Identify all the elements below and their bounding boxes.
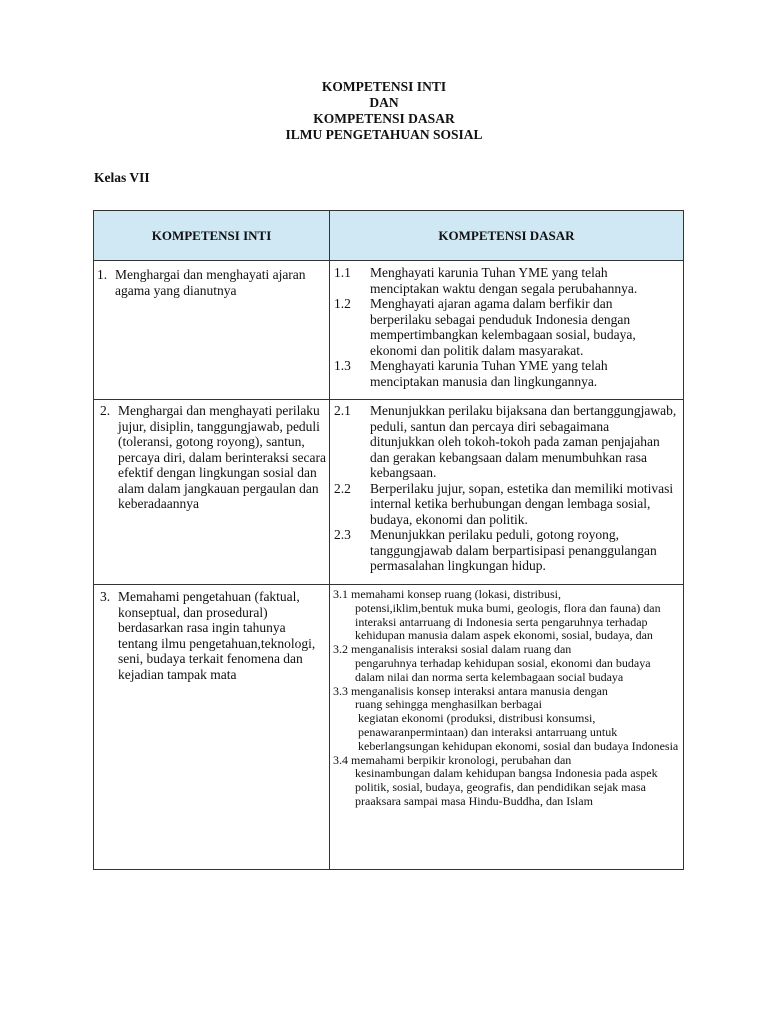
kd-number: 2.3 <box>334 527 351 542</box>
header-kompetensi-dasar: KOMPETENSI DASAR <box>330 211 684 261</box>
title-line-4: ILMU PENGETAHUAN SOSIAL <box>285 127 483 142</box>
ki-number: 2. <box>100 403 111 418</box>
kd-text: potensi,iklim,bentuk muka bumi, geologis, flora dan fauna) dan interaksi antarruang di Indonesia serta pengaruhnya terhadap kehidupan manusia dalam aspek ekonomi, sosial, budaya, dan <box>355 600 661 643</box>
kd-text: kesinambungan dalam kehidupan bangsa Indonesia pada aspek politik, sosial, budaya, geografis, dan pendidikan sejak masa praaksara sampai masa Hindu-Buddha, dan Islam <box>355 766 658 808</box>
table-row <box>94 400 684 585</box>
kd-heading: 3.4 memahami berpikir kronologi, perubahan dan <box>333 752 572 767</box>
table-row <box>94 261 684 400</box>
title-line-2: DAN <box>369 95 399 110</box>
kd-number: 2.1 <box>334 403 351 418</box>
ki-cell <box>94 400 330 585</box>
title-line-3: KOMPETENSI DASAR <box>313 111 455 126</box>
kd-text: Menunjukkan perilaku bijaksana dan bertanggungjawab, peduli, santun dan percaya diri sebagaimana ditunjukkan oleh tokoh-tokoh pada zaman penjajahan dan gerakan kebangsaan dalam menumbuhkan rasa kebangsaan. <box>370 403 677 480</box>
ki-text: Memahami pengetahuan (faktual, konseptual, dan prosedural) berdasarkan rasa ingin tahunya tentang ilmu pengetahuan,teknologi, seni, budaya terkait fenomena dan kejadian tampak mata <box>118 589 316 682</box>
ki-item <box>94 585 329 682</box>
kd-text: ruang sehingga menghasilkan berbagai <box>355 697 542 712</box>
ki-cell <box>94 261 330 400</box>
header-kompetensi-inti: KOMPETENSI INTI <box>94 211 330 261</box>
kd-item <box>330 296 683 358</box>
kd-item <box>330 481 683 528</box>
kd-number: 2.2 <box>334 480 351 496</box>
kd-text: Menghayati karunia Tuhan YME yang telah menciptakan waktu dengan segala perubahannya. <box>370 265 638 296</box>
kd-item <box>330 403 683 481</box>
kd-text: Menghayati ajaran agama dalam berfikir dan berperilaku sebagai penduduk Indonesia dengan mempertimbangkan kelembagaan sosial, budaya, ekonomi dan politik dalam masyarakat. <box>370 296 636 358</box>
kd-item <box>330 358 683 389</box>
kd-cell <box>330 585 684 870</box>
ki-text: Menghargai dan menghayati ajaran agama yang dianutnya <box>115 267 306 298</box>
class-label: Kelas VII <box>94 170 150 185</box>
kd-cell <box>330 261 684 400</box>
kd-heading: 3.3 menganalisis konsep interaksi antara manusia dengan <box>333 683 608 698</box>
ki-number: 3. <box>100 589 111 604</box>
kd-number: 1.3 <box>334 358 351 373</box>
kd-text: Berperilaku jujur, sopan, estetika dan memiliki motivasi internal ketika berhubungan dengan lembaga sosial, budaya, ekonomi dan politik. <box>370 480 674 527</box>
document-title <box>0 79 768 143</box>
kd-text: pengaruhnya terhadap kehidupan sosial, ekonomi dan budaya dalam nilai dan norma serta kelembagaan social budaya <box>355 655 651 684</box>
kd-text: Menunjukkan perilaku peduli, gotong royong, tanggungjawab dalam berpartisipasi penanggulangan permasalahan lingkungan hidup. <box>370 527 657 573</box>
ki-cell <box>94 585 330 870</box>
ki-item <box>94 400 329 512</box>
kd-heading: 3.2 menganalisis interaksi sosial dalam ruang dan <box>333 642 572 657</box>
kd-number: 1.2 <box>334 296 351 311</box>
kd-number: 1.1 <box>334 265 351 280</box>
kd-cell <box>330 400 684 585</box>
ki-number: 1. <box>97 267 108 282</box>
kd-text: Menghayati karunia Tuhan YME yang telah menciptakan manusia dan lingkungannya. <box>370 358 608 389</box>
kd-item <box>330 643 683 684</box>
table-row <box>94 585 684 870</box>
kd-item <box>330 527 683 574</box>
kd-heading: 3.1 memahami konsep ruang (lokasi, distribusi, <box>333 587 561 601</box>
competency-table <box>93 210 684 870</box>
kd-item <box>330 754 683 809</box>
kd-item <box>330 588 683 643</box>
ki-text: Menghargai dan menghayati perilaku jujur, disiplin, tanggungjawab, peduli (toleransi, gotong royong), santun, percaya diri, dalam berinteraksi secara efektif dengan lingkungan sosial dan alam dalam jangkauan pergaulan dan keberadaannya <box>118 403 327 511</box>
kd-text-continued: kegiatan ekonomi (produksi, distribusi konsumsi, penawaranpermintaan) dan interaksi antarruang untuk keberlangsungan kehidupan ekonomi, sosial dan budaya Indonesia <box>358 711 679 753</box>
table-header-row <box>94 211 684 261</box>
ki-item <box>94 261 329 298</box>
kd-item <box>330 265 683 296</box>
kd-item <box>330 685 683 754</box>
title-line-1: KOMPETENSI INTI <box>321 79 447 94</box>
